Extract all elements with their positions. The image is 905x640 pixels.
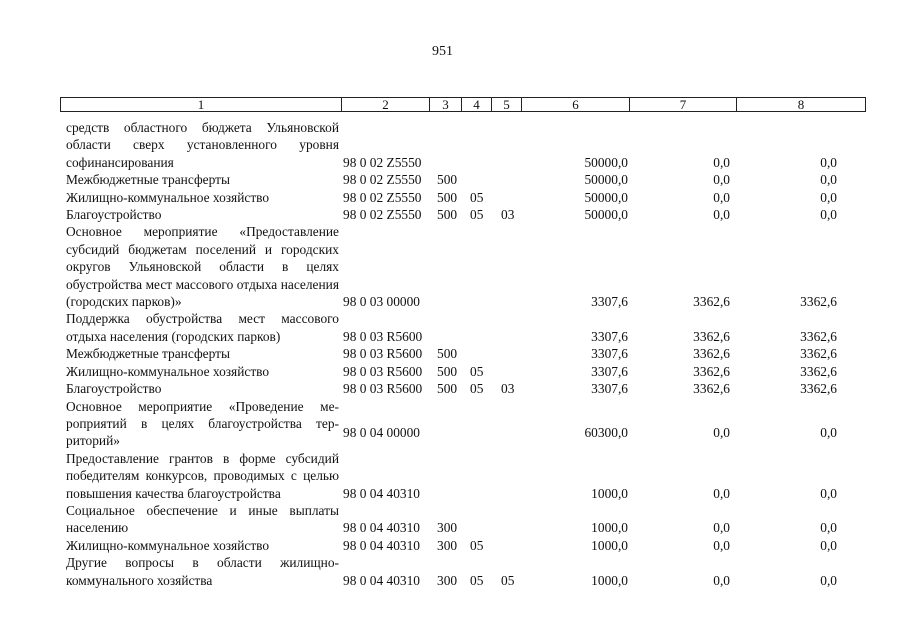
row-description: Благоустройство [66,207,162,223]
row-description: Благоустройство [66,381,162,397]
row-description: Межбюджетные трансферты [66,172,230,188]
row-code: 98 0 03 R5600 [343,346,423,362]
header-col-6: 6 [522,98,630,111]
row-value-col8: 0,0 [820,207,837,223]
row-value-col6: 3307,6 [591,294,628,310]
row-value-col7: 0,0 [713,537,730,553]
row-code: 98 0 02 Z5550 [343,154,422,170]
row-expense-type: 300 [437,520,458,536]
header-col-7: 7 [630,98,737,111]
row-expense-type: 500 [437,172,458,188]
header-col-4: 4 [462,98,492,111]
row-value-col7: 0,0 [713,172,730,188]
row-expense-type: 500 [437,381,458,397]
row-expense-type: 300 [437,572,458,588]
page-number: 951 [432,44,453,59]
row-code: 98 0 03 00000 [343,294,420,310]
row-description: Жилищно-коммунальное хозяйство [66,537,270,553]
row-value-col8: 3362,6 [800,346,837,362]
row-description: Другие вопросы в области жилищно-коммунального хозяйства [66,555,339,588]
row-value-col6: 50000,0 [584,207,628,223]
row-value-col6: 60300,0 [584,425,628,441]
header-col-2: 2 [342,98,430,111]
header-col-1: 1 [61,98,342,111]
row-section: 05 [470,363,484,379]
row-value-col7: 0,0 [713,520,730,536]
row-code: 98 0 03 R5600 [343,381,423,397]
table-row [0,310,905,345]
row-code: 98 0 04 40310 [343,537,420,553]
row-description: Жилищно-коммунальное хозяйство [66,363,270,379]
row-value-col8: 0,0 [820,537,837,553]
row-description: Поддержка обустройства мест массового отдыха населения (городских парков) [66,311,339,344]
row-description: Межбюджетные трансферты [66,346,230,362]
row-code: 98 0 03 R5600 [343,363,423,379]
row-value-col7: 0,0 [713,485,730,501]
row-value-col6: 3307,6 [591,346,628,362]
row-value-col6: 1000,0 [591,520,628,536]
table-row [0,554,905,589]
row-value-col6: 50000,0 [584,172,628,188]
header-col-8: 8 [797,97,805,112]
row-value-col7: 3362,6 [693,346,730,362]
row-value-col8: 3362,6 [800,363,837,379]
table-row [0,119,905,171]
row-description: Социальное обеспечение и иные выплаты населению [66,502,339,536]
row-expense-type: 500 [437,207,458,223]
row-section: 05 [470,537,484,553]
row-value-col8: 3362,6 [800,381,837,397]
row-value-col6: 3307,6 [591,381,628,397]
row-description: Основное мероприятие «Проведение мероприятий в целях благоустройства территорий» [66,398,339,449]
row-description: Основное мероприятие «Предоставление субсидий бюджетам поселений и городских округов Ульяновской области в целях обустройства мест массового отдыха населения (городских парков)» [66,224,339,310]
table-row [0,171,905,188]
row-section: 05 [470,572,484,588]
row-value-col6: 1000,0 [591,572,628,588]
row-value-col8: 0,0 [820,172,837,188]
row-section: 05 [470,381,484,397]
table-row [0,450,905,502]
row-subsection: 03 [501,381,515,397]
table-row [0,502,905,537]
row-value-col8: 0,0 [820,189,837,205]
row-value-col8: 0,0 [820,154,837,170]
header-col-5: 5 [492,98,522,111]
row-value-col6: 50000,0 [584,154,628,170]
row-value-col8: 0,0 [820,520,837,536]
row-value-col7: 3362,6 [693,328,730,344]
row-value-col8: 0,0 [820,485,837,501]
row-value-col7: 0,0 [713,572,730,588]
row-value-col7: 0,0 [713,189,730,205]
row-value-col7: 0,0 [713,425,730,441]
row-description: Предоставление грантов в форме субсидий победителям конкурсов, проводимых с целью повышения качества благоустройства [66,450,339,501]
row-value-col8: 3362,6 [800,328,837,344]
row-value-col8: 0,0 [820,425,837,441]
row-value-col7: 0,0 [713,154,730,170]
row-code: 98 0 02 Z5550 [343,189,422,205]
row-code: 98 0 03 R5600 [343,328,423,344]
row-expense-type: 300 [437,537,458,553]
row-value-col6: 3307,6 [591,363,628,379]
table-header [60,97,866,112]
row-code: 98 0 04 40310 [343,520,420,536]
row-description: средств областного бюджета Ульяновской области сверх установленного уровня софинансирования [66,120,339,170]
row-expense-type: 500 [437,189,458,205]
table-row [0,398,905,450]
row-code: 98 0 02 Z5550 [343,172,422,188]
row-expense-type: 500 [437,363,458,379]
table-row [0,363,905,380]
row-expense-type: 500 [437,346,458,362]
row-description: Жилищно-коммунальное хозяйство [66,189,270,205]
table-row [0,345,905,362]
table-row [0,380,905,397]
row-value-col6: 1000,0 [591,485,628,501]
row-code: 98 0 04 40310 [343,485,420,501]
table-row [0,206,905,223]
row-value-col8: 0,0 [820,572,837,588]
row-value-col6: 1000,0 [591,537,628,553]
row-code: 98 0 04 40310 [343,572,420,588]
row-section: 05 [470,189,484,205]
row-section: 05 [470,207,484,223]
table-row [0,189,905,206]
row-value-col8: 3362,6 [800,294,837,310]
table-row [0,223,905,310]
row-value-col6: 50000,0 [584,189,628,205]
row-value-col7: 3362,6 [693,381,730,397]
row-code: 98 0 02 Z5550 [343,207,422,223]
row-subsection: 05 [501,572,515,588]
header-col-3: 3 [430,98,462,111]
row-code: 98 0 04 00000 [343,425,420,441]
row-value-col7: 3362,6 [693,363,730,379]
row-value-col6: 3307,6 [591,328,628,344]
row-subsection: 03 [501,207,515,223]
table-row [0,537,905,554]
row-value-col7: 3362,6 [693,294,730,310]
table-body [0,119,905,589]
row-value-col7: 0,0 [713,207,730,223]
